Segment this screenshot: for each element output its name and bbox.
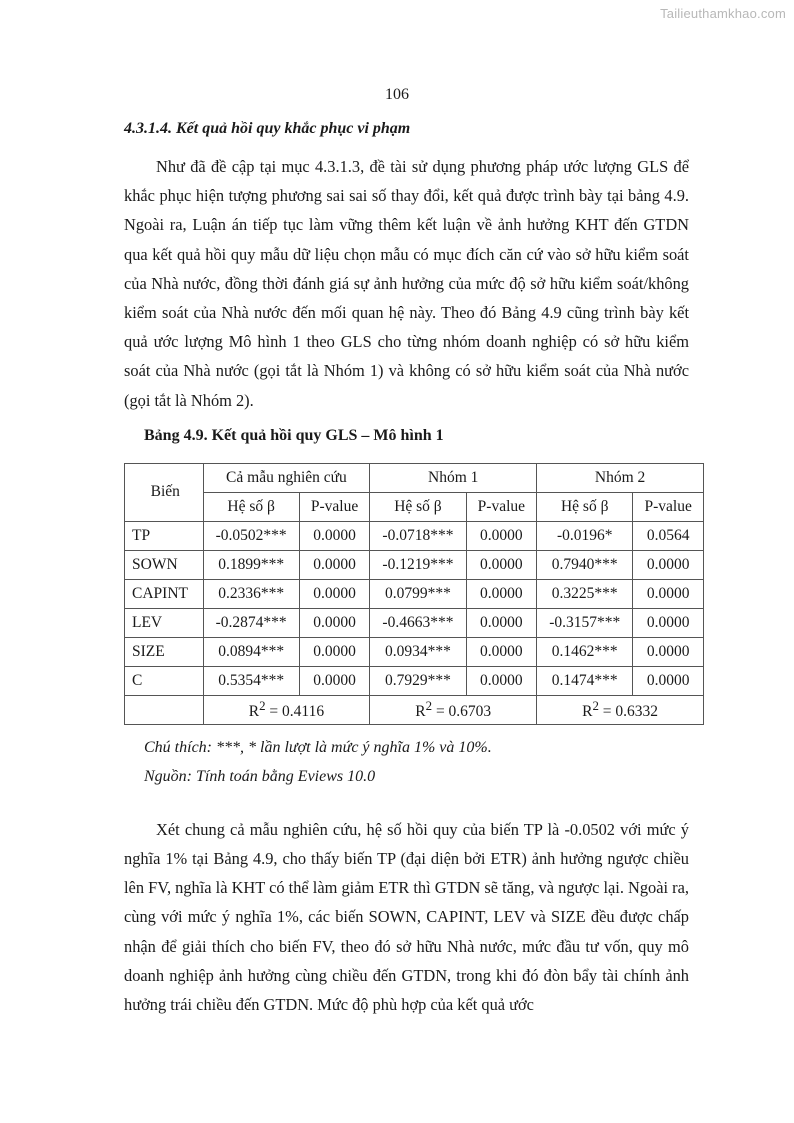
coef-cell: -0.3157*** [537,608,633,637]
table-caption: Bảng 4.9. Kết quả hồi quy GLS – Mô hình 1 [144,426,444,444]
group-header-nhom-1: Nhóm 1 [370,463,537,492]
pvalue-cell: 0.0000 [299,579,370,608]
pvalue-cell: 0.0000 [633,666,704,695]
r-squared-row [125,695,704,724]
table-notes [144,733,689,791]
section-heading: 4.3.1.4. Kết quả hồi quy khắc phục vi phạm [124,120,411,137]
coef-cell: -0.2874*** [203,608,299,637]
coef-cell: 0.0799*** [370,579,466,608]
pvalue-cell: 0.0000 [466,608,537,637]
coef-cell: 0.1474*** [537,666,633,695]
pvalue-cell: 0.0000 [466,666,537,695]
pvalue-cell: 0.0000 [299,637,370,666]
variable-cell: SOWN [125,550,204,579]
r-squared-nhom-2: $R^2 = 0.6332$ [537,695,704,724]
r-squared-full-sample: $R^2 = 0.4116$ [203,695,370,724]
coef-cell: 0.1899*** [203,550,299,579]
table-row [125,637,704,666]
variable-cell: C [125,666,204,695]
paragraph-intro: Như đã đề cập tại mục 4.3.1.3, đề tài sử dụng phương pháp ước lượng GLS để khắc phục hiện tượng phương sai sai số thay đổi, kết quả được trình bày tại bảng 4.9. Ngoài ra, Luận án tiếp tục làm vững thêm kết luận về ảnh hưởng KHT đến GTDN qua kết quả hồi quy mẫu dữ liệu chọn mẫu có mục đích căn cứ vào sở hữu kiểm soát của Nhà nước, đồng thời đánh giá sự ảnh hưởng của mức độ sở hữu kiểm soát/không kiểm soát của Nhà nước đến mối quan hệ này. Theo đó Bảng 4.9 cũng trình bày kết quả ước lượng Mô hình 1 theo GLS cho từng nhóm doanh nghiệp có sở hữu kiểm soát của Nhà nước (gọi tắt là Nhóm 1) và không có sở hữu kiểm soát của Nhà nước (gọi tắt là Nhóm 2). [124,157,689,410]
pvalue-cell: 0.0000 [299,521,370,550]
coef-header: Hệ số β [537,492,633,521]
coef-cell: 0.3225*** [537,579,633,608]
variable-cell: SIZE [125,637,204,666]
coef-cell: -0.4663*** [370,608,466,637]
pval-header: P-value [466,492,537,521]
coef-cell: 0.5354*** [203,666,299,695]
table-subheader-row [125,492,704,521]
pval-header: P-value [299,492,370,521]
pvalue-cell: 0.0000 [299,608,370,637]
pvalue-cell: 0.0000 [466,579,537,608]
group-header-nhom-2: Nhóm 2 [537,463,704,492]
coef-cell: -0.0502*** [203,521,299,550]
coef-header: Hệ số β [370,492,466,521]
table-header-row [125,463,704,492]
pvalue-cell: 0.0000 [633,608,704,637]
pval-header: P-value [633,492,704,521]
pvalue-cell: 0.0000 [466,550,537,579]
coef-cell: 0.1462*** [537,637,633,666]
pvalue-cell: 0.0564 [633,521,704,550]
table-row [125,521,704,550]
table-row [125,579,704,608]
paragraph-discussion: Xét chung cả mẫu nghiên cứu, hệ số hồi quy của biến TP là -0.0502 với mức ý nghĩa 1% tại Bảng 4.9, cho thấy biến TP (đại diện bởi ETR) ảnh hưởng ngược chiều lên FV, nghĩa là KHT có thể làm giảm ETR thì GTDN sẽ tăng, và ngược lại. Ngoài ra, cùng với mức ý nghĩa 1%, các biến SOWN, CAPINT, LEV và SIZE đều được chấp nhận để giải thích cho biến FV, theo đó sở hữu Nhà nước, mức đầu tư vốn, quy mô doanh nghiệp ảnh hưởng cùng chiều đến GTDN, trong khi đó đòn bẩy tài chính ảnh hưởng trái chiều đến GTDN. Mức độ phù hợp của kết quả ước [124,819,690,1015]
table-source: Nguồn: Tính toán bằng Eviews 10.0 [144,767,376,785]
table-note: Chú thích: ***, * lần lượt là mức ý nghĩa 1% và 10%. [144,738,492,756]
table-row [125,550,704,579]
coef-cell: 0.0894*** [203,637,299,666]
coef-cell: 0.7940*** [537,550,633,579]
watermark: Tailieuthamkhao.com [660,6,786,21]
variable-cell: CAPINT [125,579,204,608]
pvalue-cell: 0.0000 [466,521,537,550]
var-header: Biến [125,463,204,521]
pvalue-cell: 0.0000 [299,666,370,695]
pvalue-cell: 0.0000 [466,637,537,666]
coef-header: Hệ số β [203,492,299,521]
regression-table [124,463,704,725]
group-header-full-sample: Cả mẫu nghiên cứu [203,463,370,492]
coef-cell: 0.0934*** [370,637,466,666]
coef-cell: 0.2336*** [203,579,299,608]
coef-cell: 0.7929*** [370,666,466,695]
variable-cell: TP [125,521,204,550]
document-body [124,120,692,1019]
variable-cell: LEV [125,608,204,637]
pvalue-cell: 0.0000 [633,550,704,579]
coef-cell: -0.0718*** [370,521,466,550]
r-squared-nhom-1: $R^2 = 0.6703$ [370,695,537,724]
page-number: 106 [385,86,409,103]
table-row [125,608,704,637]
coef-cell: -0.1219*** [370,550,466,579]
coef-cell: -0.0196* [537,521,633,550]
pvalue-cell: 0.0000 [633,579,704,608]
r-squared-blank-cell [125,695,204,724]
table-row [125,666,704,695]
pvalue-cell: 0.0000 [299,550,370,579]
pvalue-cell: 0.0000 [633,637,704,666]
